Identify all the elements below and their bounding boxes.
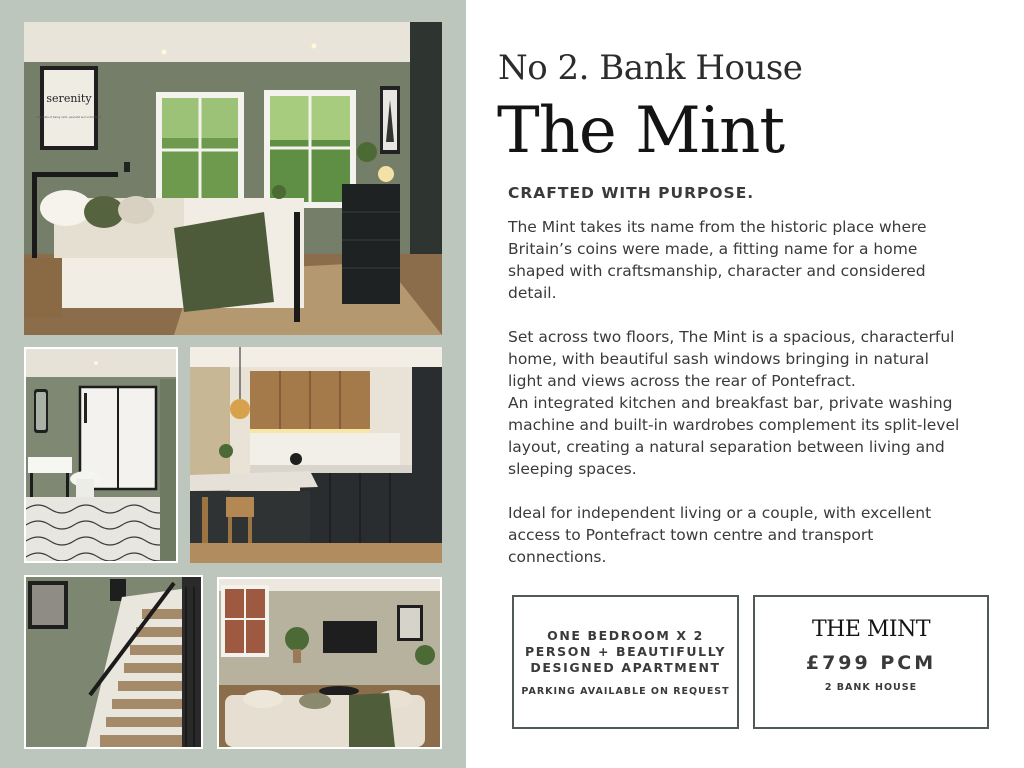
stairs-photo xyxy=(24,575,203,749)
property-title: The Mint xyxy=(497,94,785,168)
photo-panel xyxy=(0,0,466,768)
description-paragraph-2: Set across two floors, The Mint is a spacious, characterful home, with beautiful sash windows bringing in natural light and views across the rear of Pontefract. xyxy=(508,328,955,390)
address-label: 2 BANK HOUSE xyxy=(824,682,918,693)
bedroom-photo xyxy=(24,22,442,335)
living-room-photo xyxy=(217,577,442,749)
apartment-headline: ONE BEDROOM X 2 PERSON + BEAUTIFULLY DESIGNED APARTMENT xyxy=(524,628,726,675)
kitchen-photo xyxy=(190,347,442,563)
bathroom-photo xyxy=(24,347,178,563)
price-box xyxy=(753,595,989,729)
tagline: CRAFTED WITH PURPOSE. xyxy=(508,184,755,202)
description-paragraph-1: The Mint takes its name from the historic place where Britain’s coins were made, a fitting name for a home shaped with craftsmanship, character and considered detail. xyxy=(508,218,927,302)
property-subtitle: No 2. Bank House xyxy=(498,48,803,88)
description-paragraph-4: Ideal for independent living or a couple, with excellent access to Pontefract town centre and transport connections. xyxy=(508,504,932,566)
serenity-sign-lines: the state of being calm, peaceful and untroubled xyxy=(37,116,101,119)
apartment-info-box xyxy=(512,595,739,729)
description xyxy=(508,216,968,590)
serenity-sign-word: serenity xyxy=(46,92,92,105)
brand-name: THE MINT xyxy=(811,617,931,642)
parking-note: PARKING AVAILABLE ON REQUEST xyxy=(521,686,730,697)
monthly-price: £799 PCM xyxy=(805,652,937,674)
description-paragraph-3: An integrated kitchen and breakfast bar, private washing machine and built-in wardrobes complement its split-level layout, creating a natural separation between living and sleeping spaces. xyxy=(508,394,960,478)
